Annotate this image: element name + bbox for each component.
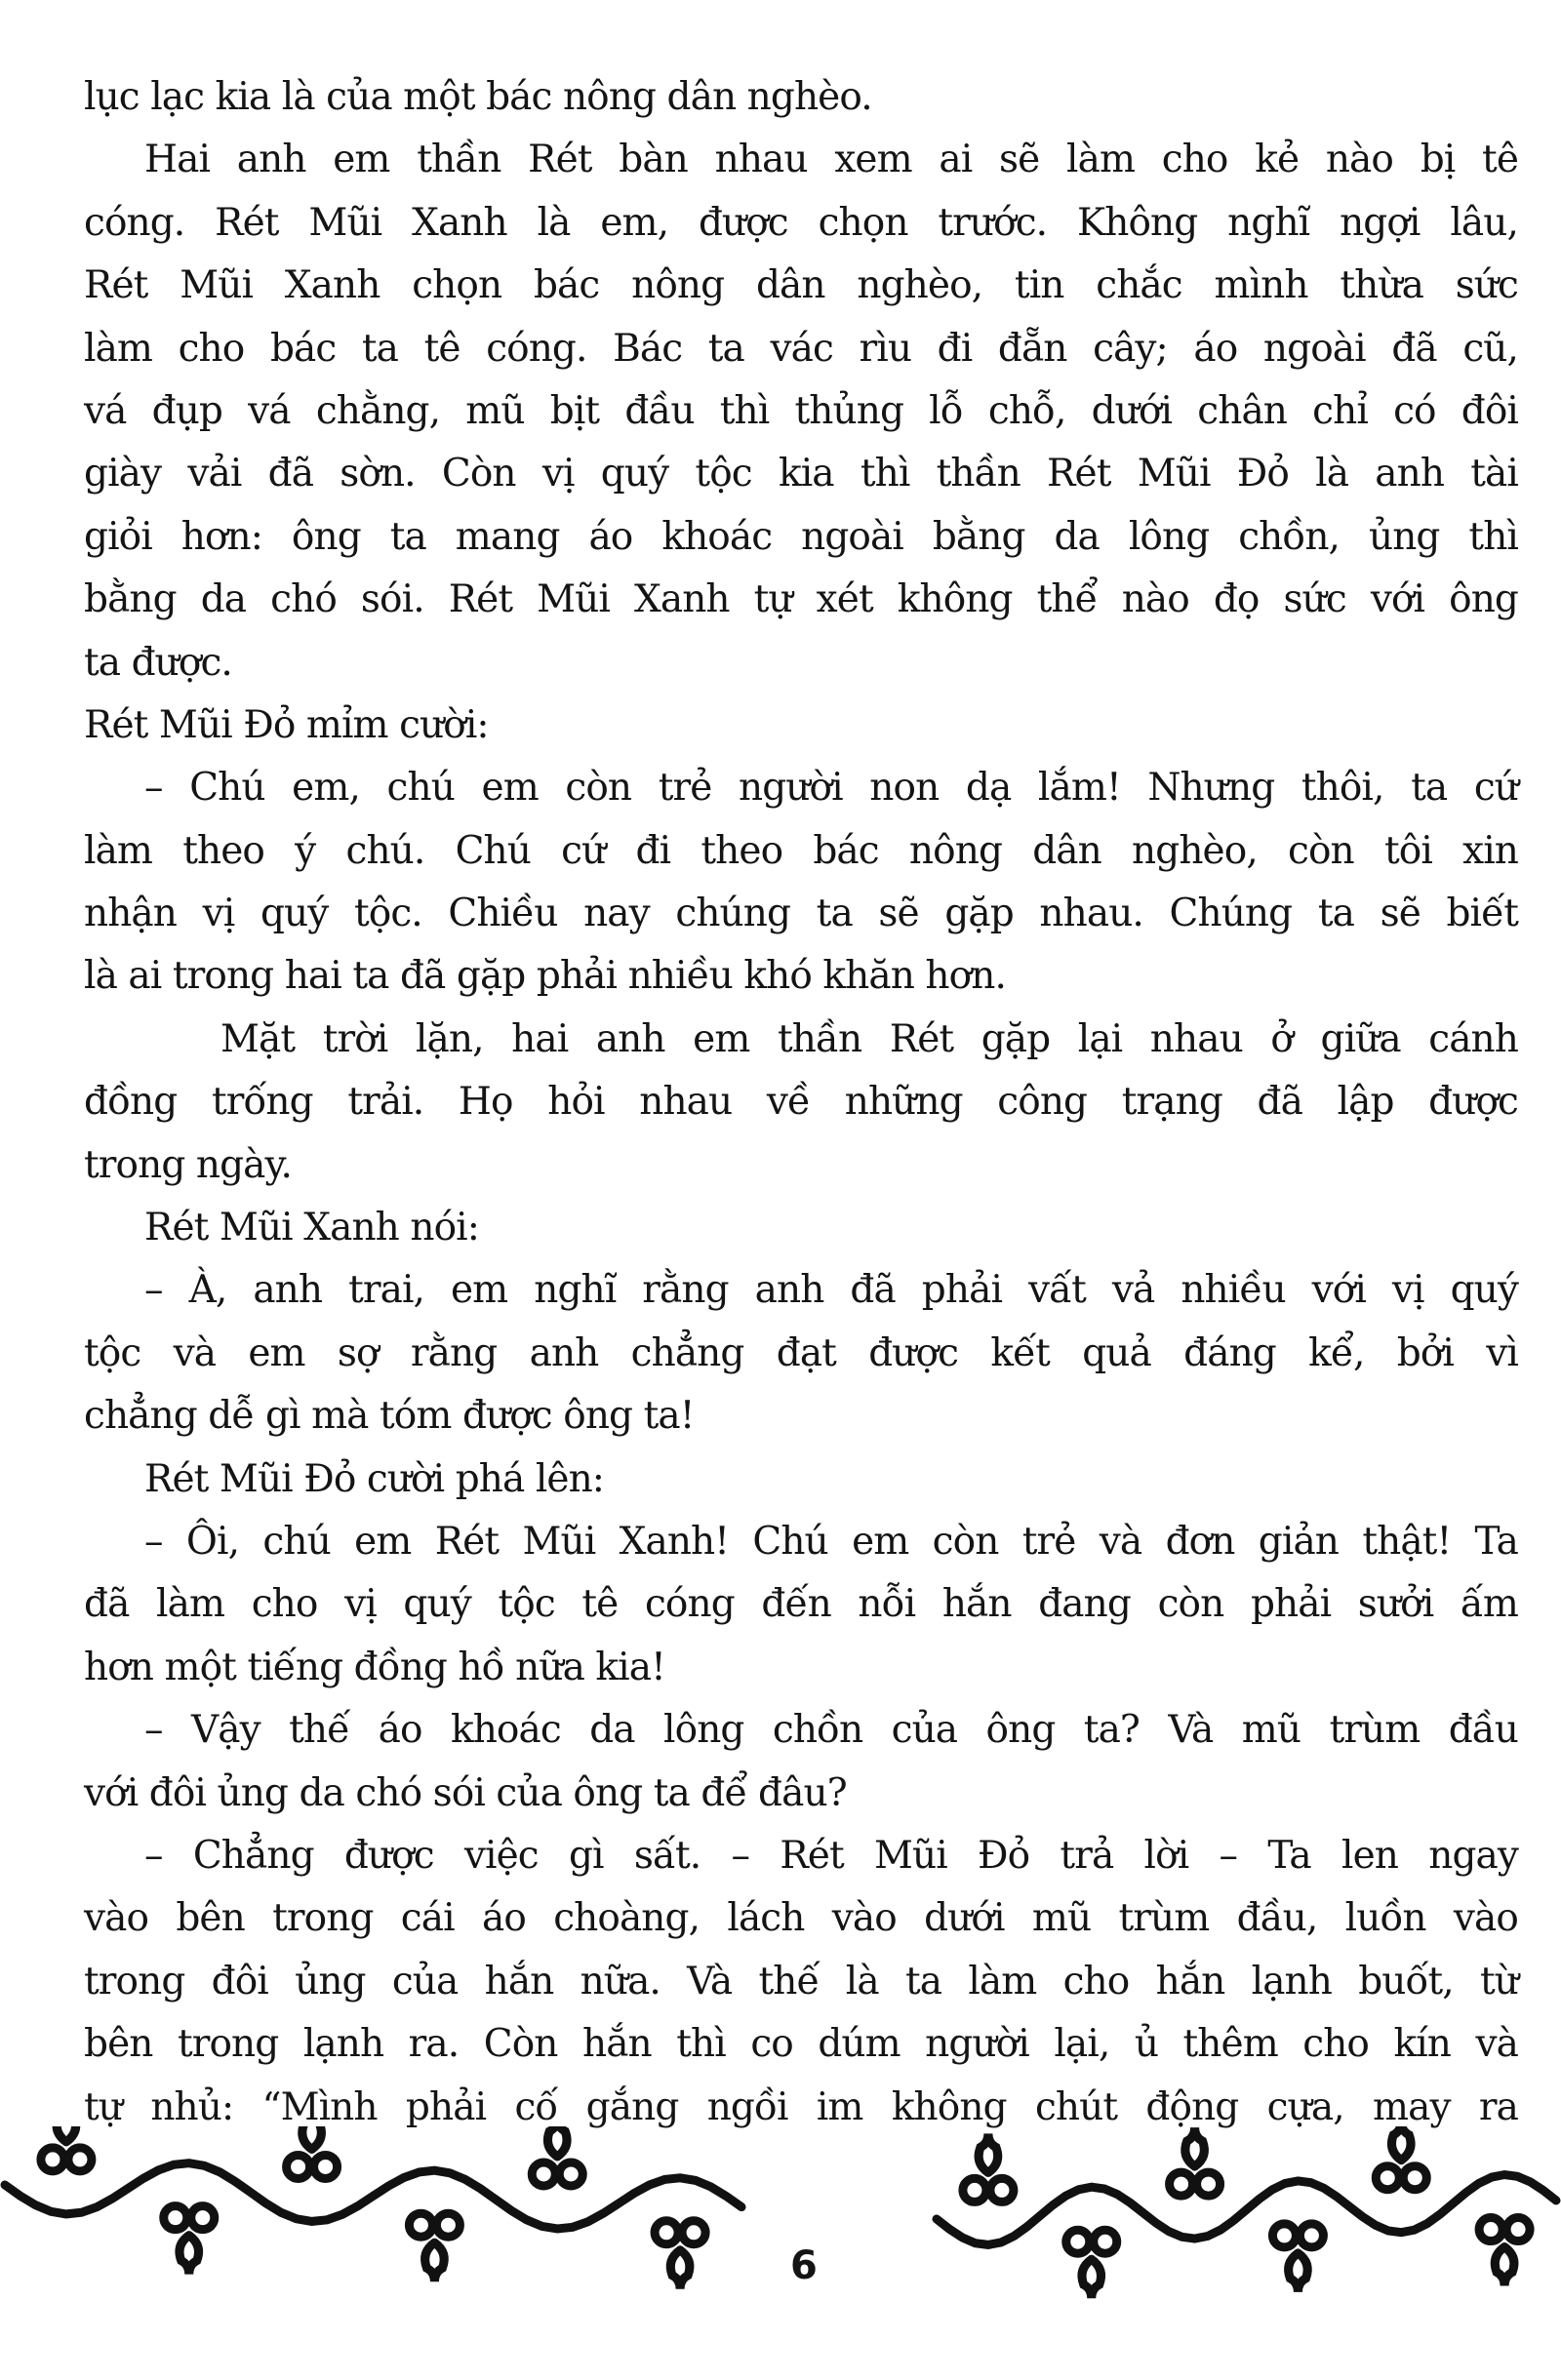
text-line: làm cho bác ta tê cóng. Bác ta vác rìu đi đẵn cây; áo ngoài đã cũ, <box>84 326 1518 371</box>
text-line: – À, anh trai, em nghĩ rằng anh đã phải vất vả nhiều với vị quý <box>144 1268 1518 1313</box>
text-line: lục lạc kia là của một bác nông dân nghèo. <box>84 75 872 119</box>
text-line: đồng trống trải. Họ hỏi nhau về những công trạng đã lập được <box>84 1080 1518 1125</box>
ornament-border <box>0 2126 1561 2321</box>
text-line: – Vậy thế áo khoác da lông chồn của ông ta? Và mũ trùm đầu <box>144 1708 1518 1753</box>
text-line: Hai anh em thần Rét bàn nhau xem ai sẽ làm cho kẻ nào bị tê <box>144 138 1518 182</box>
text-line: tộc và em sợ rằng anh chẳng đạt được kết quả đáng kể, bởi vì <box>84 1330 1518 1375</box>
text-line: – Chẳng được việc gì sất. – Rét Mũi Đỏ trả lời – Ta len ngay <box>144 1833 1518 1878</box>
text-line: Rét Mũi Xanh chọn bác nông dân nghèo, tin chắc mình thừa sức <box>84 263 1518 308</box>
text-line: chẳng dễ gì mà tóm được ông ta! <box>84 1394 695 1439</box>
text-line: Rét Mũi Đỏ cười phá lên: <box>144 1456 605 1501</box>
text-line: trong đôi ủng của hắn nữa. Và thế là ta làm cho hắn lạnh buốt, từ <box>84 1959 1518 2003</box>
text-line: đã làm cho vị quý tộc tê cóng đến nỗi hắn đang còn phải sưởi ấm <box>84 1582 1518 1627</box>
text-line: nhận vị quý tộc. Chiều nay chúng ta sẽ gặp nhau. Chúng ta sẽ biết <box>84 892 1518 936</box>
text-line: cóng. Rét Mũi Xanh là em, được chọn trước. Không nghĩ ngợi lâu, <box>84 200 1518 245</box>
text-line: – Ôi, chú em Rét Mũi Xanh! Chú em còn trẻ và đơn giản thật! Ta <box>144 1519 1518 1564</box>
text-line: trong ngày. <box>84 1142 292 1187</box>
text-line: là ai trong hai ta đã gặp phải nhiều khó khăn hơn. <box>84 954 1006 999</box>
text-line: Rét Mũi Đỏ mỉm cười: <box>84 702 489 747</box>
text-line: ta được. <box>84 640 232 685</box>
text-line: – Chú em, chú em còn trẻ người non dạ lắm! Nhưng thôi, ta cứ <box>144 766 1518 811</box>
text-line: Rét Mũi Xanh nói: <box>144 1206 479 1250</box>
text-line: giỏi hơn: ông ta mang áo khoác ngoài bằng da lông chồn, ủng thì <box>84 514 1518 559</box>
text-line: vào bên trong cái áo choàng, lách vào dưới mũ trùm đầu, luồn vào <box>84 1896 1518 1941</box>
text-line: giày vải đã sờn. Còn vị quý tộc kia thì thần Rét Mũi Đỏ là anh tài <box>84 452 1518 496</box>
body-text <box>84 66 1518 2139</box>
text-line: Mặt trời lặn, hai anh em thần Rét gặp lại nhau ở giữa cánh <box>220 1016 1518 1061</box>
text-line: làm theo ý chú. Chú cứ đi theo bác nông dân nghèo, còn tôi xin <box>84 828 1518 873</box>
text-line: tự nhủ: “Mình phải cố gắng ngồi im không chút động cựa, may ra <box>84 2084 1518 2129</box>
ornament-left-icon <box>5 2126 741 2289</box>
text-line: bên trong lạnh ra. Còn hắn thì co dúm người lại, ủ thêm cho kín và <box>84 2022 1518 2067</box>
text-line: vá đụp vá chằng, mũ bịt đầu thì thủng lỗ chỗ, dưới chân chỉ có đôi <box>84 388 1518 433</box>
ornament-right-icon <box>937 2126 1556 2298</box>
text-line: hơn một tiếng đồng hồ nữa kia! <box>84 1645 665 1689</box>
page-number: 6 <box>790 2243 818 2288</box>
text-line: với đôi ủng da chó sói của ông ta để đâu? <box>84 1770 847 1815</box>
text-line: bằng da chó sói. Rét Mũi Xanh tự xét không thể nào đọ sức với ông <box>84 577 1518 622</box>
